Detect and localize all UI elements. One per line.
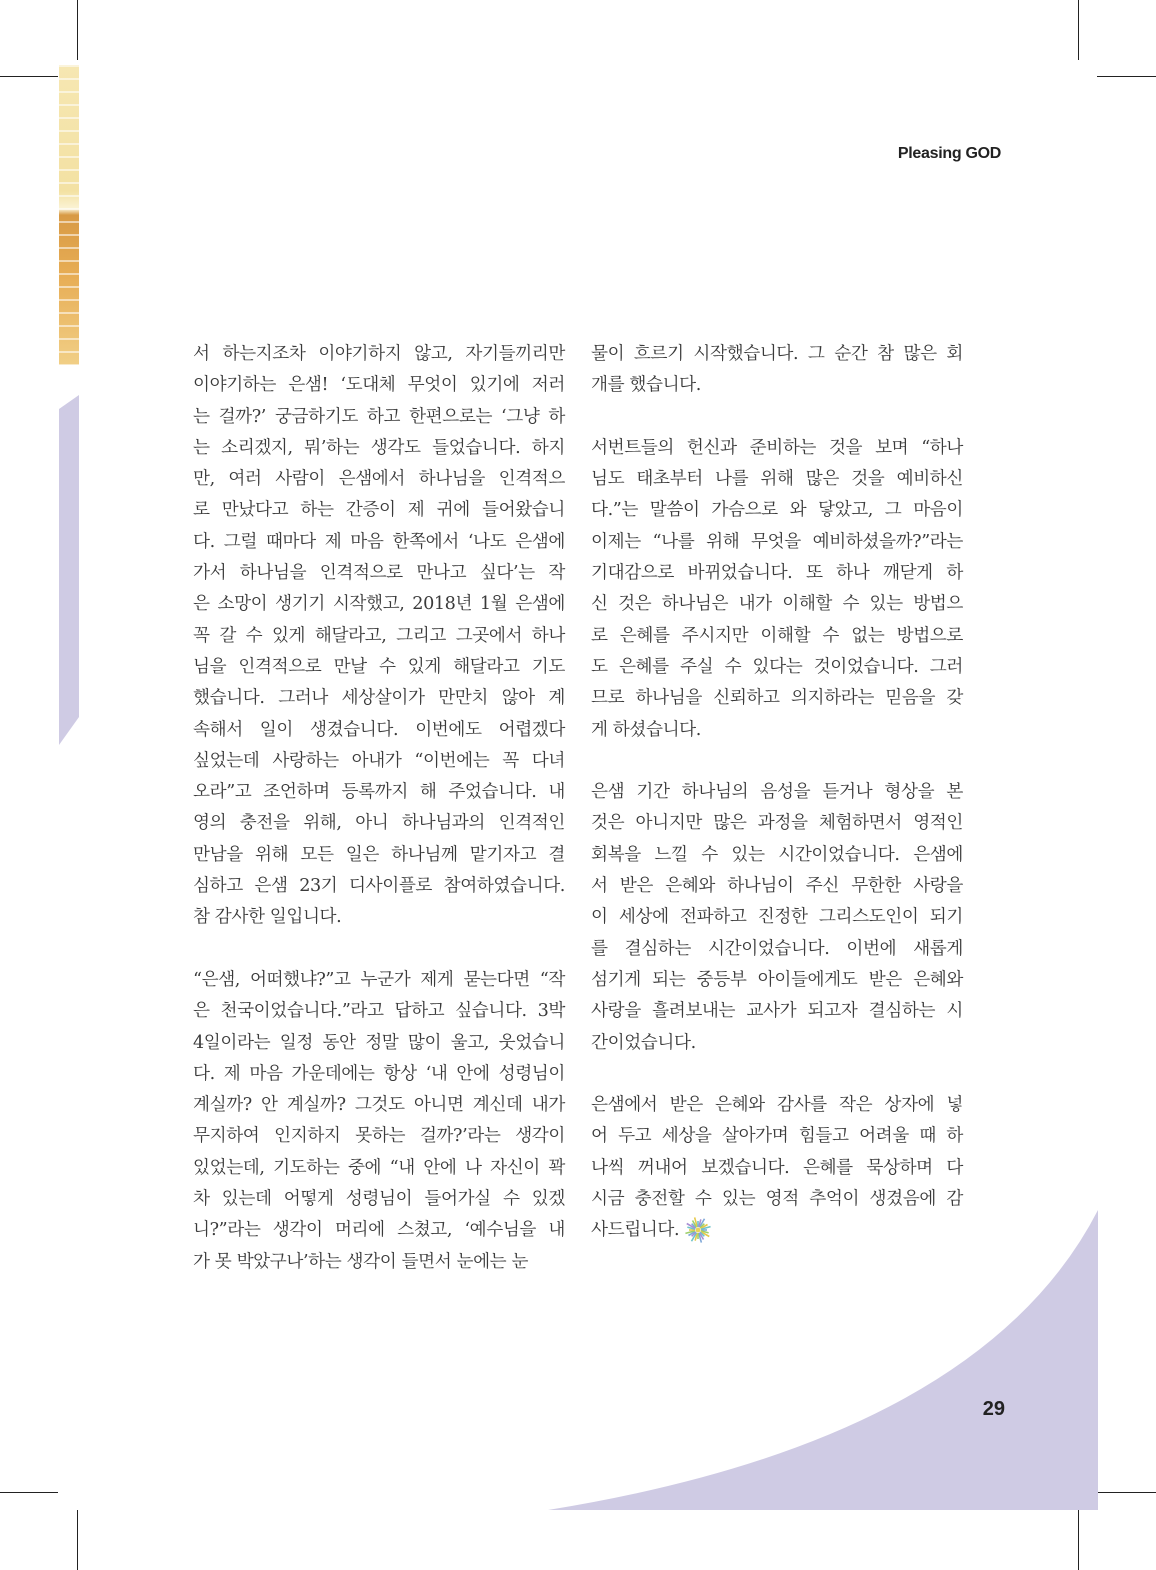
text-line: 계실까? 안 계실까? 그것도 아니면 계신데 내가	[193, 1095, 565, 1116]
text-line: 니?”라는 생각이 머리에 스쳤고, ‘예수님을 내	[193, 1220, 565, 1241]
text-line: 꼭 갈 수 있게 해달라고, 그리고 그곳에서 하나	[193, 625, 565, 646]
text-line: 했습니다. 그러나 세상살이가 만만치 않아 계	[193, 688, 565, 709]
text-line: 는 걸까?’ 궁금하기도 하고 한편으로는 ‘그냥 하	[193, 406, 565, 427]
text-line: 것은 아니지만 많은 과정을 체험하면서 영적인	[591, 813, 963, 834]
text-line: 간이었습니다.	[591, 1032, 696, 1053]
text-line: 어 두고 세상을 살아가며 힘들고 어려울 때 하	[591, 1126, 963, 1147]
text-line: 나씩 꺼내어 보겠습니다. 은혜를 묵상하며 다	[591, 1157, 963, 1178]
text-line: 이야기하는 은샘! ‘도대체 무엇이 있기에 저러	[193, 375, 565, 396]
text-line: 가서 하나님을 인격적으로 만나고 싶다’는 작	[193, 563, 565, 584]
text-line: 도 은혜를 주실 수 있다는 것이었습니다. 그러	[591, 656, 963, 677]
text-column-left	[193, 339, 565, 1278]
text-line: 은샘 기간 하나님의 음성을 듣거나 형상을 본	[591, 782, 963, 803]
text-line: 사드립니다.	[591, 1215, 963, 1246]
running-head: Pleasing GOD	[897, 145, 1001, 162]
text-line: 영의 충전을 위해, 아니 하나님과의 인격적인	[193, 813, 565, 834]
text-line: 4일이라는 일정 동안 정말 많이 울고, 웃었습니	[193, 1032, 565, 1053]
text-line: 있었는데, 기도하는 중에 “내 안에 나 자신이 꽉	[193, 1157, 565, 1178]
paragraph-gap	[193, 934, 565, 965]
text-line: 서 하는지조차 이야기하지 않고, 자기들끼리만	[193, 344, 565, 364]
text-line: 싶었는데 사랑하는 아내가 “이번에는 꼭 다녀	[193, 750, 565, 771]
text-line: 물이 흐르기 시작했습니다. 그 순간 참 많은 회	[591, 344, 963, 364]
text-line: 님을 인격적으로 만날 수 있게 해달라고 기도	[193, 656, 565, 677]
text-line: 차 있는데 어떻게 성령님이 들어가실 수 있겠	[193, 1189, 565, 1210]
text-line: 가 못 박았구나’하는 생각이 들면서 눈에는 눈	[193, 1251, 529, 1272]
text-line: 기대감으로 바뀌었습니다. 또 하나 깨닫게 하	[591, 563, 963, 584]
text-line: 신 것은 하나님은 내가 이해할 수 있는 방법으	[591, 594, 963, 615]
text-line: 님도 태초부터 나를 위해 많은 것을 예비하신	[591, 469, 963, 490]
paragraph-gap	[591, 746, 963, 777]
text-line: 이 세상에 전파하고 진정한 그리스도인이 되기	[591, 907, 963, 928]
page-number: 29	[982, 1398, 1005, 1420]
text-line: 만남을 위해 모든 일은 하나님께 맡기자고 결	[193, 844, 565, 865]
text-line: 섬기게 되는 중등부 아이들에게도 받은 은혜와	[591, 969, 963, 990]
flower-end-mark-icon	[683, 1215, 713, 1245]
text-line: 은 천국이었습니다.”라고 답하고 싶습니다. 3박	[193, 1001, 565, 1022]
text-line: 서 받은 은혜와 하나님이 주신 무한한 사랑을	[591, 876, 963, 897]
text-line: 사랑을 흘려보내는 교사가 되고자 결심하는 시	[591, 1001, 963, 1022]
text-line: 게 하셨습니다.	[591, 719, 701, 740]
paragraph-gap	[591, 1059, 963, 1090]
text-line: 이제는 “나를 위해 무엇을 예비하셨을까?”라는	[591, 531, 963, 552]
text-line: 회복을 느낄 수 있는 시간이었습니다. 은샘에	[591, 844, 963, 865]
text-column-right	[591, 339, 963, 1247]
text-line: 로 은혜를 주시지만 이해할 수 없는 방법으로	[591, 625, 963, 646]
text-line: 만, 여러 사람이 은샘에서 하나님을 인격적으	[193, 469, 565, 490]
text-line: 서번트들의 헌신과 준비하는 것을 보며 “하나	[591, 437, 963, 458]
paragraph-gap	[591, 402, 963, 433]
text-line: 시금 충전할 수 있는 영적 추억이 생겼음에 감	[591, 1189, 963, 1210]
text-line: 무지하여 인지하지 못하는 걸까?’라는 생각이	[193, 1126, 565, 1147]
text-line: 개를 했습니다.	[591, 375, 701, 396]
text-line: 다. 그럴 때마다 제 마음 한쪽에서 ‘나도 은샘에	[193, 531, 565, 552]
text-line: 로 만났다고 하는 간증이 제 귀에 들어왔습니	[193, 500, 565, 521]
text-line: 참 감사한 일입니다.	[193, 907, 342, 928]
text-line: 오라”고 조언하며 등록까지 해 주었습니다. 내	[193, 782, 565, 803]
text-line: 속해서 일이 생겼습니다. 이번에도 어렵겠다	[193, 719, 565, 740]
text-line: 를 결심하는 시간이었습니다. 이번에 새롭게	[591, 938, 963, 959]
text-line: 므로 하나님을 신뢰하고 의지하라는 믿음을 갖	[591, 688, 963, 709]
text-line: 다. 제 마음 가운데에는 항상 ‘내 안에 성령님이	[193, 1063, 565, 1084]
text-line: 은 소망이 생기기 시작했고, 2018년 1월 은샘에	[193, 594, 565, 615]
text-line: “은샘, 어떠했냐?”고 누군가 제게 묻는다면 “작	[193, 969, 565, 990]
text-line: 다.”는 말씀이 가슴으로 와 닿았고, 그 마음이	[591, 500, 963, 521]
text-line: 은샘에서 받은 은혜와 감사를 작은 상자에 넣	[591, 1095, 963, 1116]
text-line: 는 소리겠지, 뭐’하는 생각도 들었습니다. 하지	[193, 437, 565, 458]
text-line: 심하고 은샘 23기 디사이플로 참여하였습니다.	[193, 876, 565, 897]
